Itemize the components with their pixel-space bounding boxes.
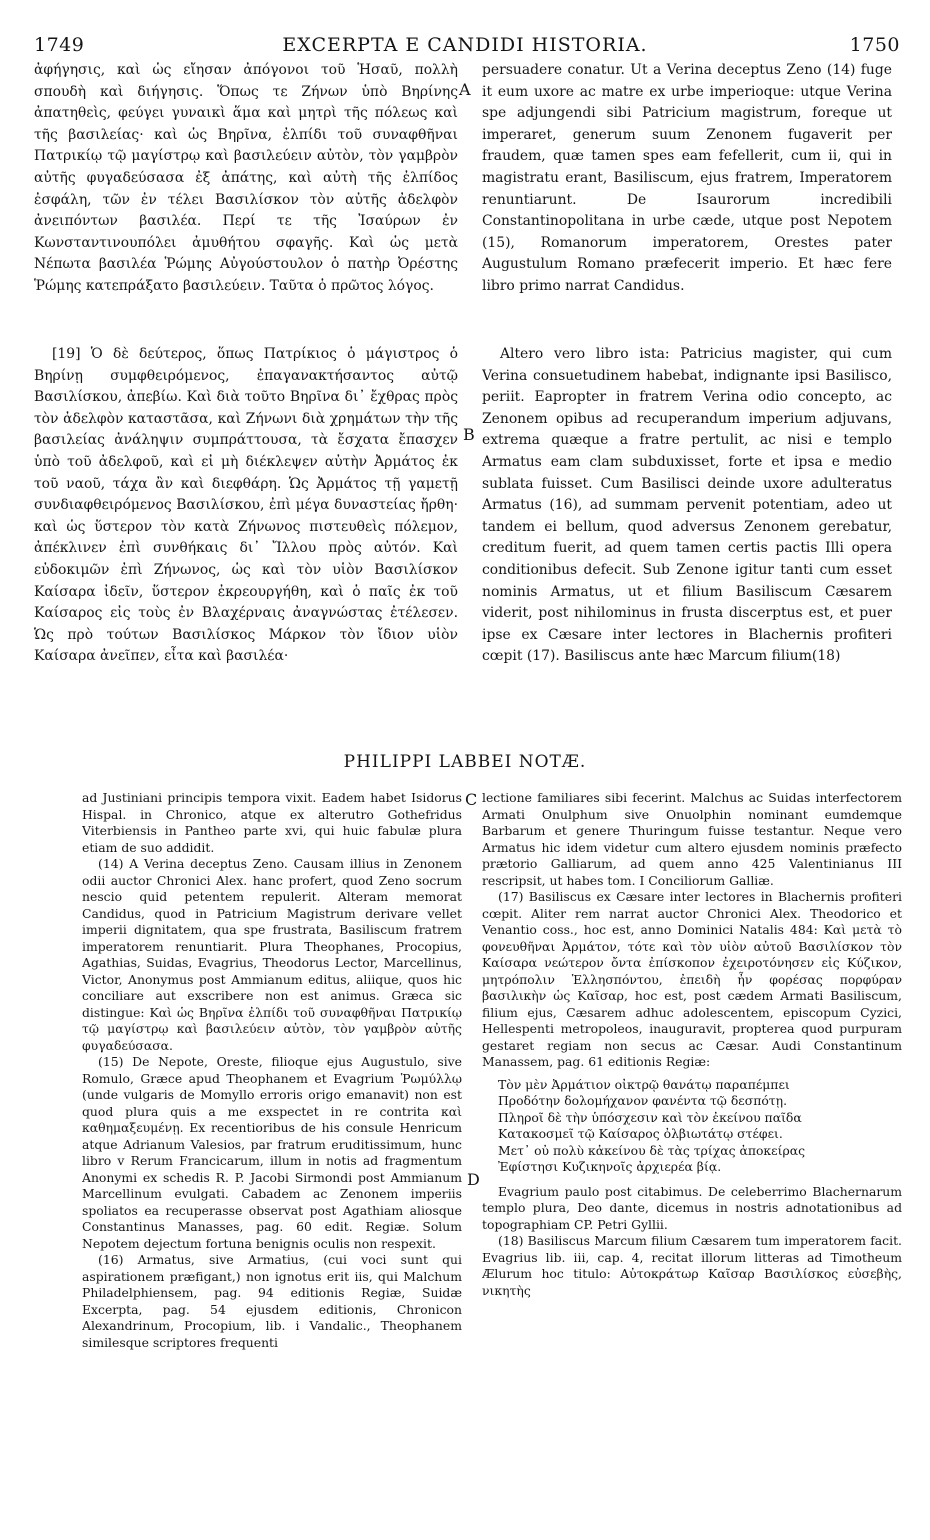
manasses-verse xyxy=(498,1077,902,1176)
page-number-left: 1749 xyxy=(34,34,85,56)
notes-column-right xyxy=(482,790,902,1299)
note-paragraph: Evagrium paulo post citabimus. De celeberrimo Blachernarum templo plura, Deo dante, dicemus in nostris adnotationibus ad topographiam CP. Petri Gyllii. xyxy=(482,1183,902,1232)
verse-line: Τὸν μὲν Ἀρμάτιον οἰκτρῷ θανάτῳ παραπέμπει xyxy=(498,1076,790,1092)
notes-heading: PHILIPPI LABBEI NOTÆ. xyxy=(343,752,587,772)
latin-paragraph-1: persuadere conatur. Ut a Verina deceptus Zeno (14) fuge it eum uxore ac matre ex urbe imperioque: utque Verina spe adjungendi sibi Patricium magistrum, foreque ut imperaret, generum suum Zenonem fugaverit per fraudem, quæ tamen spes eam fefellerit, cum ii, qui in magistratu erant, Basiliscum, ejus fratrem, Imperatorem renuntiarunt. De Isaurorum incredibili Constantinopolitana in urbe cæde, utque post Nepotem (15), Romanorum imperatorem, Orestes pater Augustulum Romano præfecerit imperio. Et hæc fere libro primo narrat Candidus. xyxy=(482,62,892,294)
note-14: (14) A Verina deceptus Zeno. Causam illius in Zenonem odii auctor Chronici Alex. hanc profert, quod Zeno socrum nescio quid petentem repulerit. Alteram memorat Candidus, quod in Patricium Magistrum derivare vellet imperii dignitatem, qua spe frustrata, Basiliscum fratrem imperatorem renuntiarit. Plura Theophanes, Procopius, Agathias, Suidas, Evagrius, Theodorus Lector, Marcellinus, Victor, Anonymus post Ammianum editus, aliique, quos hic conciliare aut exscribere non est animus. Græca sic distingue: Καὶ ὡς Βηρῖνα ἐλπίδι τοῦ συναφθῆναι Πατρικίῳ τῷ μαγίστρῳ καὶ βασιλεύειν αὐτὸν, τὸν γαμβρὸν αὐτῆς φυγαδεύσασα. xyxy=(82,856,462,1053)
margin-letter-c: C xyxy=(465,790,478,809)
note-15: (15) De Nepote, Oreste, filioque ejus Augustulo, sive Romulo, Græce apud Theophanem et Evagrium Ῥωμύλλῳ (unde vulgaris de Momyllo erroris origo emanavit) non est quod plura quis a me exspectet in re contrita καὶ καθημαξευμένῃ. Ex recentioribus de his consule Henricum atque Adrianum Valesios, par fratrum eruditissimum, hunc libro v Rerum Francicarum, illum in notis ad fragmentum Anonymi ex schedis R. P. Jacobi Sirmondi post Ammianum Marcellinum evulgati. Cabadem ac Zenonem imperiis spoliatos ea recuperasse observat post Agathiam aliosque Constantinus Manasses, pag. 60 edit. Regiæ. Solum Nepotem dejectum fortuna benignis oculis non respexit. xyxy=(82,1054,462,1251)
verse-line: Πληροῖ δὲ τὴν ὑπόσχεσιν καὶ τὸν ἐκείνου παῖδα xyxy=(498,1109,802,1125)
running-title: EXCERPTA E CANDIDI HISTORIA. xyxy=(282,34,648,56)
latin-paragraph-2: Altero vero libro ista: Patricius magister, qui cum Verina consuetudinem habebat, indignante ipsi Basilisco, periit. Eapropter in fratrem Verina odio concepto, ac Zenonem opibus ad recuperandum imperium adjuvans, extrema quæque a fratre pertulit, ac nisi e templo Armatus eam clam subduxisset, forte et ipsa e medio sublata fuisset. Cum Basilisci deinde uxore adulteratus Armatus (16), ad summam pervenit potentiam, adeo ut tandem ei bellum, quod adversus Zenonem gerebatur, creditum fuerit, ad quem tamen certis pactis Illi opera conditionibus defecit. Sub Zenone igitur tanti cum esset nominis Armatus, ut et filium Basiliscum Cæsarem viderit, post nihilominus in frusta discerptus est, et puer ipse ex Cæsare inter lectores in Blachernis profiteri cœpit (17). Basiliscus ante hæc Marcum filium(18) xyxy=(482,346,892,665)
verse-line: Ἐφίστησι Κυζικηνοῖς ἀρχιερέα βίᾳ. xyxy=(498,1159,722,1174)
greek-column-lower xyxy=(34,344,458,668)
notes-column-left xyxy=(82,790,462,1351)
verse-line: Προδότην δολομήχανον φανέντα τῷ δεσπότῃ. xyxy=(498,1093,788,1108)
greek-paragraph-1: ἀφήγησις, καὶ ὡς εἴησαν ἀπόγονοι τοῦ Ἡσαῦ, πολλὴ σπουδὴ καὶ διήγησις. Ὅπως τε Ζήνων ὑπὸ Βηρίνης ἀπατηθεὶς, φεύγει γυναικὶ ἅμα καὶ μητρὶ τῆς πόλεως καὶ τῆς βασιλείας· καὶ ὡς Βηρῖνα, ἐλπίδι τοῦ συναφθῆναι Πατρικίῳ τῷ μαγίστρῳ καὶ βασιλεύειν αὐτὸν, τὸν γαμβρὸν αὐτῆς φυγαδεύσασα ἐξ ἀπάτης, καὶ αὐτὴ τῆς ἐλπίδος ἐσφάλη, τῶν ἐν τέλει Βασιλίσκον τὸν αὐτῆς ἀδελφὸν ἀνειπόντων βασιλέα. Περί τε τῆς Ἰσαύρων ἐν Κωνσταντινουπόλει ἀμυθήτου σφαγῆς. Καὶ ὡς μετὰ Νέπωτα βασιλέα Ῥώμης Αὐγούστουλον ὁ πατὴρ Ὀρέστης Ῥώμης κατεπράξατο βασιλεύειν. Ταῦτα ὁ πρῶτος λόγος. xyxy=(34,62,458,294)
note-16: (16) Armatus, sive Armatius, (cui voci sunt qui aspirationem præfigant,) non ignotus erit iis, qui Malchum Philadelphiensem, pag. 94 editionis Regiæ, Suidæ Excerpta, pag. 54 ejusdem editionis, Chronicon Alexandrinum, Procopium, lib. i Vandalic., Theophanem similesque scriptores frequenti xyxy=(82,1252,462,1350)
greek-paragraph-2: [19] Ὁ δὲ δεύτερος, ὅπως Πατρίκιος ὁ μάγιστρος ὁ Βηρίνῃ συμφθειρόμενος, ἐπαγανακτήσαντος αὐτῷ Βασιλίσκου, ἀπεβίω. Καὶ διὰ τοῦτο Βηρῖνα δι᾽ ἔχθρας πρὸς τὸν ἀδελφὸν καταστᾶσα, καὶ Ζήνωνι διὰ χρημάτων τὴν τῆς βασιλείας ἀνάληψιν συμπράττουσα, τὰ ἔσχατα ἔπασχεν ὑπὸ τοῦ ἀδελφοῦ, καὶ εἰ μὴ διέκλεψεν αὐτὴν Ἀρμάτος ἐκ τοῦ ναοῦ, τάχα ἂν καὶ διεφθάρη. Ὡς Ἀρμάτος τῇ γαμετῇ συνδιαφθειρόμενος Βασιλίσκου, ἐπὶ μέγα δυναστείας ἤρθη· καὶ ὡς ὕστερον τὸν κατὰ Ζήνωνος πιστευθεὶς πόλεμον, ἀπέκλινεν ἐπὶ συνθήκαις δι᾽ Ἴλλου πρὸς αὐτόν. Καὶ εὐδοκιμῶν ἐπὶ Ζήνωνος, ὡς καὶ τὸν υἱὸν Βασιλίσκον Καίσαρα ἰδεῖν, ὕστερον ἐκρεουργήθη, καὶ ὁ παῖς ἐκ τοῦ Καίσαρος εἰς τοὺς ἐν Βλαχέρναις ἀναγνώστας ἐτέλεσεν. Ὡς πρὸ τούτων Βασιλίσκος Μάρκον τὸν ἴδιον υἱὸν Καίσαρα ἀνεῖπεν, εἶτα καὶ βασιλέα· xyxy=(34,346,458,665)
latin-column-lower xyxy=(482,344,892,668)
page-number-right: 1750 xyxy=(849,34,900,56)
verse-line: Κατακοσμεῖ τῷ Καίσαρος ὀλβιωτάτῳ στέφει. xyxy=(498,1126,783,1141)
margin-letter-a: A xyxy=(459,80,471,99)
greek-column-upper xyxy=(34,60,458,298)
latin-column-upper xyxy=(482,60,892,298)
note-paragraph: lectione familiares sibi fecerint. Malchus ac Suidas interfectorem Armati Onulphum sive Onuolphin nominant eumdemque Barbarum et genere Thuringum fuisse testantur. Neque vero Armatus hic idem videtur cum altero ejusdem nominis præfecto prætorio Galliarum, ad quem anno 425 Valentinianus III rescripsit, ut habes tom. I Conciliorum Galliæ. xyxy=(482,790,902,888)
margin-letter-d: D xyxy=(467,1170,480,1189)
margin-letter-b: B xyxy=(463,425,475,444)
note-18: (18) Basiliscus Marcum filium Cæsarem tum imperatorem facit. Evagrius lib. iii, cap. 4, recitat illorum litteras ad Timotheum Ælurum hoc titulo: Αὐτοκράτωρ Καῖσαρ Βασιλίσκος εὐσεβὴς, νικητὴς xyxy=(482,1233,902,1298)
note-17: (17) Basiliscus ex Cæsare inter lectores in Blachernis profiteri cœpit. Aliter rem narrat auctor Chronici Alex. Theodorico et Venantio coss., hoc est, anno Dominici Natalis 484: Καὶ μετὰ τὸ φονευθῆναι Ἀρμάτον, τότε καὶ τὸν υἱὸν αὐτοῦ Βασιλίσκον τὸν Καίσαρα νεώτερον ὄντα ἐπίσκοπον ἐχειροτόνησεν εἰς Κύζικον, μητρόπολιν Ἑλλησπόντου, ἐπειδὴ ἦν φορέσας πορφύραν βασιλικὴν ὡς Καῖσαρ, hoc est, post cædem Armati Basiliscum, filium ejus, Cæsarem adhuc adolescentem, episcopum Cyzici, Hellespenti metropoleos, inauguravit, propterea quod purpuram gestaret regiam non secus ac Cæsar. Audi Constantinum Manassem, pag. 61 editionis Regiæ: xyxy=(482,889,902,1069)
note-paragraph: ad Justiniani principis tempora vixit. Eadem habet Isidorus Hispal. in Chronico, atque ex alterutro Gothefridus Viterbiensis in Pantheo parte xvi, qui huic fabulæ plura etiam de suo addidit. xyxy=(82,790,462,855)
verse-line: Μετ᾽ οὐ πολὺ κἀκείνου δὲ τὰς τρίχας ἀποκείρας xyxy=(498,1142,806,1158)
